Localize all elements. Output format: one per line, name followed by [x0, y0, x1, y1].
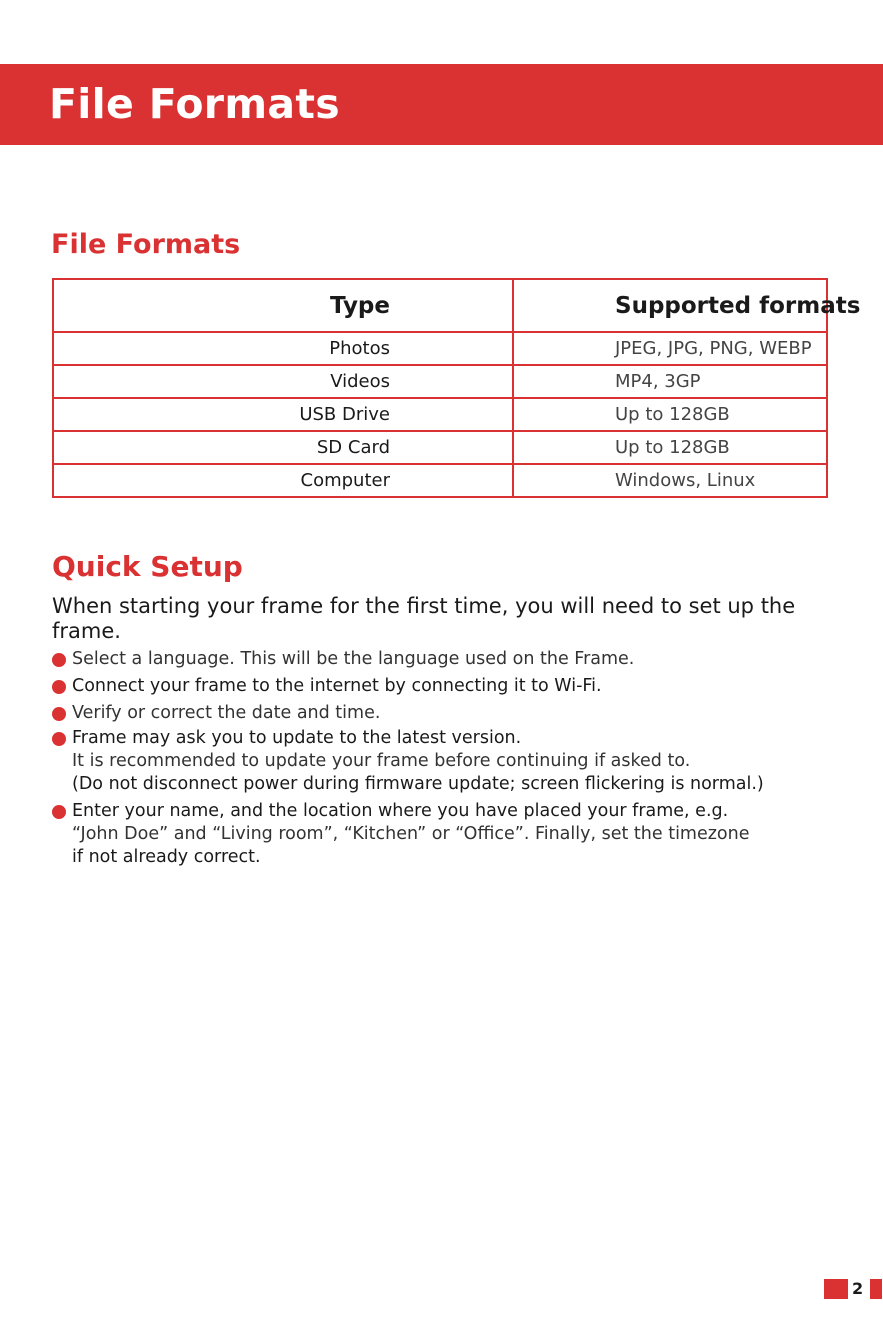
file-formats-heading: File Formats	[51, 229, 241, 260]
table-header-type: Type	[53, 279, 513, 332]
type-cell: Photos	[53, 332, 513, 365]
file-formats-table	[52, 278, 861, 498]
list-item	[52, 800, 872, 869]
step-text: Connect your frame to the internet by connecting it to Wi-Fi.	[72, 676, 602, 696]
quick-setup-intro: When starting your frame for the first time, you will need to set up the frame.	[52, 594, 796, 643]
formats-cell: MP4, 3GP	[513, 365, 827, 398]
type-cell: SD Card	[53, 431, 513, 464]
quick-setup-heading: Quick Setup	[52, 550, 243, 583]
table-row	[53, 365, 827, 398]
list-item	[52, 727, 872, 796]
page-marker-block	[870, 1279, 882, 1299]
page-marker-block	[824, 1279, 848, 1299]
bullet-dot-icon	[52, 805, 66, 819]
step-text: Verify or correct the date and time.	[72, 703, 381, 723]
type-cell: Computer	[53, 464, 513, 497]
formats-cell: Up to 128GB	[513, 431, 827, 464]
step-subtext: if not already correct.	[72, 847, 261, 867]
bullet-dot-icon	[52, 653, 66, 667]
bullet-dot-icon	[52, 732, 66, 746]
step-subtext: It is recommended to update your frame before continuing if asked to.	[72, 751, 691, 771]
table-row	[53, 464, 827, 497]
table-row	[53, 332, 827, 365]
bullet-dot-icon	[52, 707, 66, 721]
step-subtext: “John Doe” and “Living room”, “Kitchen” or “Office”. Finally, set the timezone	[72, 824, 750, 844]
list-item	[52, 700, 872, 727]
table-header-formats: Supported formats	[513, 279, 827, 332]
formats-cell: Up to 128GB	[513, 398, 827, 431]
table-row	[53, 431, 827, 464]
step-text: Select a language. This will be the language used on the Frame.	[72, 649, 635, 669]
header-banner	[0, 64, 883, 145]
step-subtext: (Do not disconnect power during firmware update; screen flickering is normal.)	[72, 774, 764, 794]
step-text: Enter your name, and the location where you have placed your frame, e.g.	[72, 801, 729, 821]
formats-cell: JPEG, JPG, PNG, WEBP	[513, 332, 827, 365]
list-item	[52, 646, 872, 673]
list-item	[52, 673, 872, 700]
type-cell: Videos	[53, 365, 513, 398]
step-text: Frame may ask you to update to the latest version.	[72, 728, 522, 748]
bullet-dot-icon	[52, 680, 66, 694]
table-header-row	[53, 279, 827, 332]
page-number: 2	[852, 1279, 864, 1298]
type-cell: USB Drive	[53, 398, 513, 431]
table-row	[53, 398, 827, 431]
setup-steps-list	[52, 646, 872, 869]
formats-cell: Windows, Linux	[513, 464, 827, 497]
page-title: File Formats	[49, 80, 340, 128]
